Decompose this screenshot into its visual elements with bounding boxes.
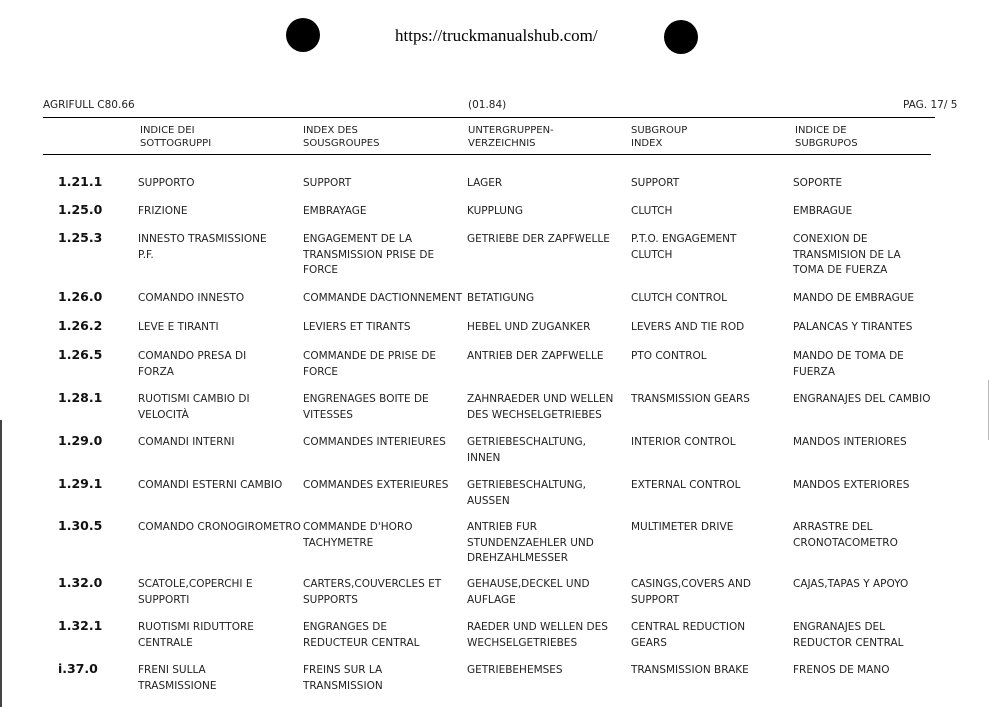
scan-edge-right [988,380,989,440]
cell-de: GETRIEBEHEMSES [467,664,563,676]
model-label: AGRIFULL C80.66 [43,99,135,111]
cell-fr: SUPPORT [303,177,352,189]
date-label: (01.84) [468,99,507,111]
cell-es: PALANCAS Y TIRANTES [793,321,913,333]
col-header-it: INDICE DEI SOTTOGRUPPI [140,125,212,149]
punch-hole-left [286,18,320,52]
cell-en: INTERIOR CONTROL [631,436,736,448]
watermark-url: https://truckmanualshub.com/ [395,26,598,45]
subgroup-code: 1.26.0 [58,289,103,304]
page-number: PAG. 17/ 5 [903,99,958,111]
subgroup-code: 1.26.5 [58,347,103,362]
cell-en: CLUTCH [631,205,673,217]
cell-fr: FREINS SUR LA TRANSMISSION [303,664,383,692]
cell-es: MANDO DE TOMA DE FUERZA [793,350,904,378]
cell-it: COMANDO INNESTO [138,292,245,304]
cell-fr: ENGAGEMENT DE LA TRANSMISSION PRISE DE FORCE [303,233,435,276]
cell-en: CLUTCH CONTROL [631,292,727,304]
cell-fr: COMMANDES EXTERIEURES [303,479,449,491]
subgroup-code: 1.25.0 [58,202,103,217]
cell-en: MULTIMETER DRIVE [631,521,734,533]
cell-it: COMANDO CRONOGIROMETRO [138,521,301,533]
cell-de: RAEDER UND WELLEN DES WECHSELGETRIEBES [467,621,608,649]
cell-en: TRANSMISSION BRAKE [631,664,749,676]
cell-de: ANTRIEB DER ZAPFWELLE [467,350,604,362]
cell-fr: ENGRENAGES BOITE DE VITESSES [303,393,429,421]
cell-es: MANDOS EXTERIORES [793,479,910,491]
punch-hole-right [664,20,698,54]
cell-it: COMANDI INTERNI [138,436,235,448]
cell-it: COMANDO PRESA DI FORZA [138,350,247,378]
subgroup-code: i.37.0 [58,661,98,676]
cell-fr: COMMANDE D'HORO TACHYMETRE [303,521,413,549]
cell-en: CASINGS,COVERS AND SUPPORT [631,578,751,606]
subgroup-code: 1.28.1 [58,390,103,405]
cell-en: CENTRAL REDUCTION GEARS [631,621,746,649]
col-header-en: SUBGROUP INDEX [631,125,688,149]
cell-en: SUPPORT [631,177,680,189]
cell-de: GEHAUSE,DECKEL UND AUFLAGE [467,578,590,606]
col-header-es: INDICE DE SUBGRUPOS [795,125,858,149]
cell-es: ARRASTRE DEL CRONOTACOMETRO [793,521,898,549]
subgroup-code: 1.21.1 [58,174,103,189]
cell-es: CONEXION DE TRANSMISION DE LA TOMA DE FUERZA [793,233,901,276]
cell-es: SOPORTE [793,177,843,189]
cell-it: FRIZIONE [138,205,188,217]
subgroup-code: 1.30.5 [58,518,103,533]
cell-es: ENGRANAJES DEL REDUCTOR CENTRAL [793,621,904,649]
subgroup-code: 1.26.2 [58,318,103,333]
cell-es: CAJAS,TAPAS Y APOYO [793,578,909,590]
cell-es: MANDO DE EMBRAGUE [793,292,915,304]
cell-en: LEVERS AND TIE ROD [631,321,745,333]
cell-de: HEBEL UND ZUGANKER [467,321,591,333]
cell-fr: EMBRAYAGE [303,205,367,217]
cell-es: EMBRAGUE [793,205,853,217]
subgroup-code: 1.29.0 [58,433,103,448]
cell-it: RUOTISMI RIDUTTORE CENTRALE [138,621,254,649]
cell-it: LEVE E TIRANTI [138,321,219,333]
cell-es: MANDOS INTERIORES [793,436,907,448]
cell-es: ENGRANAJES DEL CAMBIO [793,393,931,405]
cell-en: PTO CONTROL [631,350,707,362]
subgroup-code: 1.32.0 [58,575,103,590]
col-header-de: UNTERGRUPPEN- VERZEICHNIS [468,125,554,149]
cell-fr: ENGRANGES DE REDUCTEUR CENTRAL [303,621,420,649]
cell-fr: COMMANDE DE PRISE DE FORCE [303,350,436,378]
subgroup-code: 1.32.1 [58,618,103,633]
cell-fr: LEVIERS ET TIRANTS [303,321,411,333]
cell-en: TRANSMISSION GEARS [631,393,750,405]
cell-it: INNESTO TRASMISSIONE P.F. [138,233,267,261]
cell-it: SUPPORTO [138,177,195,189]
cell-de: KUPPLUNG [467,205,523,217]
cell-fr: COMMANDE DACTIONNEMENT [303,292,463,304]
subgroup-code: 1.25.3 [58,230,103,245]
cell-de: GETRIEBESCHALTUNG, INNEN [467,436,586,464]
header-rule-bottom [43,154,931,155]
cell-de: GETRIEBESCHALTUNG, AUSSEN [467,479,586,507]
subgroup-code: 1.29.1 [58,476,103,491]
cell-en: EXTERNAL CONTROL [631,479,741,491]
cell-de: LAGER [467,177,503,189]
cell-es: FRENOS DE MANO [793,664,890,676]
cell-de: GETRIEBE DER ZAPFWELLE [467,233,610,245]
header-rule-top [43,117,935,118]
cell-it: COMANDI ESTERNI CAMBIO [138,479,283,491]
cell-de: BETATIGUNG [467,292,535,304]
cell-it: FRENI SULLA TRASMISSIONE [138,664,217,692]
cell-de: ZAHNRAEDER UND WELLEN DES WECHSELGETRIEBES [467,393,614,421]
cell-fr: CARTERS,COUVERCLES ET SUPPORTS [303,578,442,606]
cell-en: P.T.O. ENGAGEMENT CLUTCH [631,233,737,261]
cell-it: RUOTISMI CAMBIO DI VELOCITÀ [138,393,250,421]
cell-de: ANTRIEB FUR STUNDENZAEHLER UND DREHZAHLMESSER [467,521,594,564]
cell-it: SCATOLE,COPERCHI E SUPPORTI [138,578,253,606]
col-header-fr: INDEX DES SOUSGROUPES [303,125,380,149]
scan-edge-left [0,420,2,707]
cell-fr: COMMANDES INTERIEURES [303,436,446,448]
